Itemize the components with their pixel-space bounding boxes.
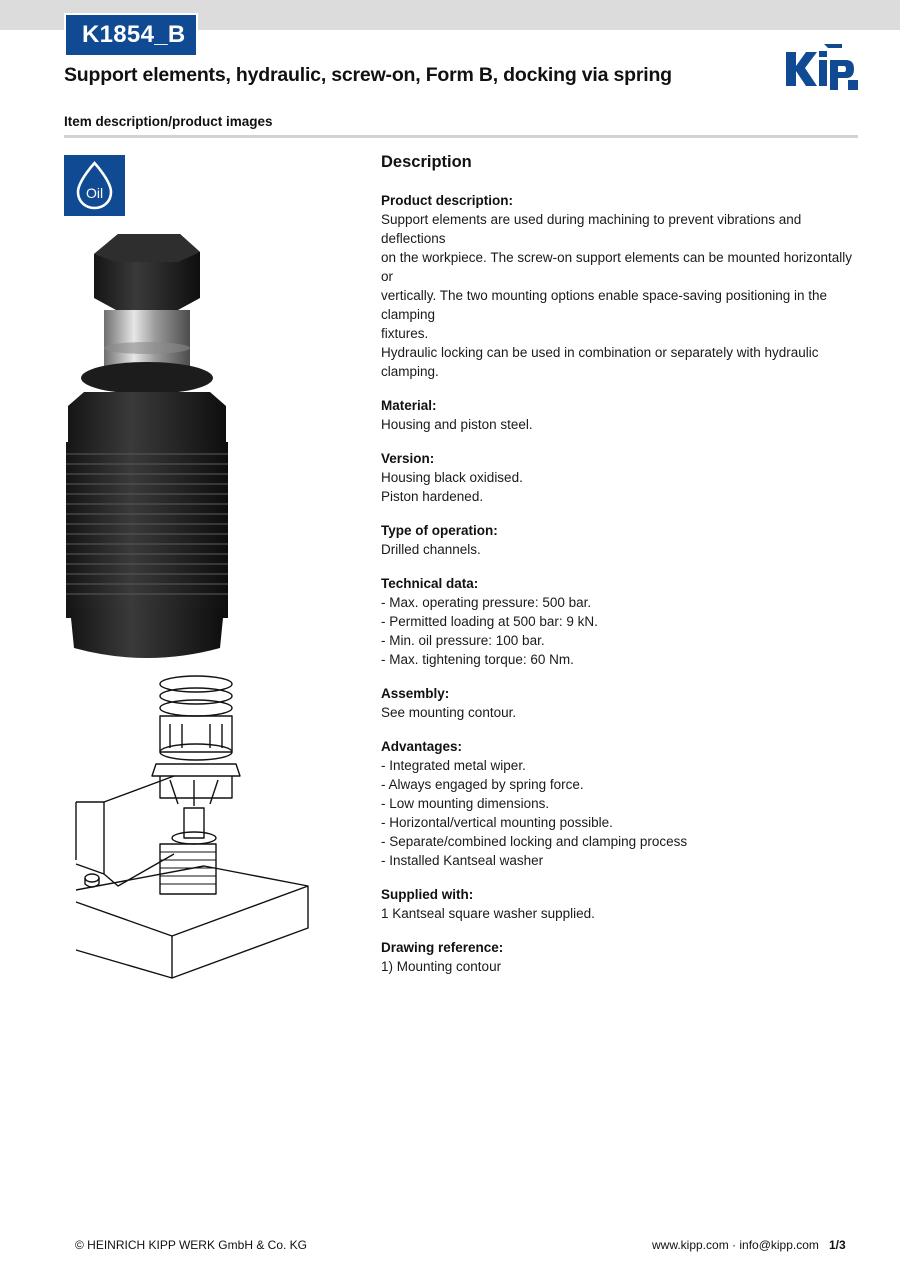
description-block: [381, 521, 861, 559]
block-line: Piston hardened.: [381, 489, 484, 504]
block-line: Support elements are used during machining to prevent vibrations and deflections: [381, 212, 802, 246]
block-line: - Horizontal/vertical mounting possible.: [381, 815, 613, 830]
footer-copyright: © HEINRICH KIPP WERK GmbH & Co. KG: [75, 1238, 307, 1252]
oil-drop-icon: [64, 155, 125, 216]
block-line: - Always engaged by spring force.: [381, 777, 584, 792]
block-line: Hydraulic locking can be used in combination or separately with hydraulic clamping.: [381, 345, 819, 379]
block-line: - Low mounting dimensions.: [381, 796, 550, 811]
section-label: Item description/product images: [64, 114, 273, 129]
product-image: [60, 228, 240, 668]
block-line: 1) Mounting contour: [381, 959, 502, 974]
description-block: [381, 684, 861, 722]
description-heading: Description: [381, 153, 472, 171]
block-line: - Separate/combined locking and clamping process: [381, 834, 688, 849]
block-line: - Integrated metal wiper.: [381, 758, 526, 773]
description-block: [381, 396, 861, 434]
description-block: [381, 885, 861, 923]
block-line: 1 Kantseal square washer supplied.: [381, 906, 595, 921]
block-heading: Advantages:: [381, 739, 463, 754]
description-blocks: [381, 191, 861, 976]
block-line: Drilled channels.: [381, 542, 481, 557]
block-line: Housing and piston steel.: [381, 417, 533, 432]
block-line: Housing black oxidised.: [381, 470, 523, 485]
description-block: [381, 938, 861, 976]
product-code-badge: K1854_B: [64, 13, 198, 57]
block-heading: Product description:: [381, 193, 514, 208]
block-heading: Technical data:: [381, 576, 479, 591]
block-heading: Material:: [381, 398, 437, 413]
block-line: - Min. oil pressure: 100 bar.: [381, 633, 545, 648]
block-heading: Type of operation:: [381, 523, 498, 538]
block-heading: Drawing reference:: [381, 940, 504, 955]
footer-contact: www.kipp.com · info@kipp.com: [652, 1238, 819, 1252]
block-line: - Permitted loading at 500 bar: 9 kN.: [381, 614, 598, 629]
kipp-logo: [784, 38, 860, 92]
block-line: - Max. tightening torque: 60 Nm.: [381, 652, 574, 667]
mounting-drawing: [74, 668, 314, 980]
description-section: [381, 153, 861, 991]
description-block: [381, 737, 861, 870]
block-heading: Version:: [381, 451, 435, 466]
section-divider: [64, 135, 858, 138]
footer-page-number: 1/3: [829, 1238, 846, 1252]
description-block: [381, 574, 861, 669]
block-line: See mounting contour.: [381, 705, 517, 720]
block-line: - Installed Kantseal washer: [381, 853, 544, 868]
block-heading: Assembly:: [381, 686, 450, 701]
description-block: [381, 191, 861, 381]
oil-icon-label: Oil: [85, 185, 104, 201]
block-heading: Supplied with:: [381, 887, 474, 902]
block-line: vertically. The two mounting options enable space-saving positioning in the clamping: [381, 288, 828, 322]
page-title: Support elements, hydraulic, screw-on, Form B, docking via spring: [64, 64, 672, 86]
block-line: - Max. operating pressure: 500 bar.: [381, 595, 592, 610]
block-line: on the workpiece. The screw-on support elements can be mounted horizontally or: [381, 250, 853, 284]
block-line: fixtures.: [381, 326, 429, 341]
description-block: [381, 449, 861, 506]
